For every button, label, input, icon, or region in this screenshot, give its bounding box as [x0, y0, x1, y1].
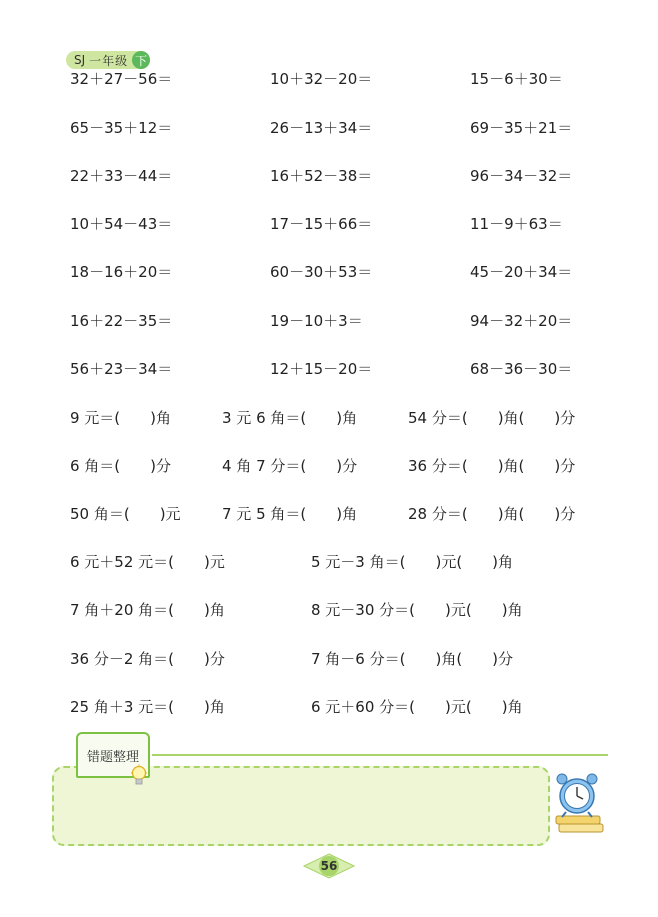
money-equation: 36 分＝( )角( )分 [408, 457, 576, 475]
equation: 16＋52－38＝ [270, 167, 373, 185]
page-number-badge [303, 853, 355, 879]
equation: 96－34－32＝ [470, 167, 573, 185]
equation: 10＋54－43＝ [70, 215, 173, 233]
money-equation: 4 角 7 分＝( )分 [222, 457, 358, 475]
lightbulb-icon [130, 764, 148, 790]
equation: 65－35＋12＝ [70, 119, 173, 137]
money-equation: 6 角＝( )分 [70, 457, 172, 475]
money-equation: 6 元＋52 元＝( )元 [70, 553, 225, 571]
money-equation: 9 元＝( )角 [70, 409, 172, 427]
money-equation: 5 元－3 角＝( )元( )角 [311, 553, 514, 571]
money-equation: 50 角＝( )元 [70, 505, 181, 523]
badge-term: 下 [132, 51, 150, 69]
grade-badge [66, 51, 150, 69]
money-equation: 7 角＋20 角＝( )角 [70, 601, 225, 619]
equation: 19－10＋3＝ [270, 312, 363, 330]
money-equation: 25 角＋3 元＝( )角 [70, 698, 225, 716]
section-divider [152, 754, 608, 756]
money-equation: 7 角－6 分＝( )角( )分 [311, 650, 514, 668]
alarm-clock-books-icon [552, 772, 606, 838]
equation: 45－20＋34＝ [470, 263, 573, 281]
money-equation: 8 元－30 分＝( )元( )角 [311, 601, 523, 619]
equation: 10＋32－20＝ [270, 70, 373, 88]
equation: 12＋15－20＝ [270, 360, 373, 378]
section-title: 错题整理 [76, 732, 150, 778]
equation: 32＋27－56＝ [70, 70, 173, 88]
mistake-notes-box [52, 766, 550, 846]
money-equation: 6 元＋60 分＝( )元( )角 [311, 698, 523, 716]
money-equation: 7 元 5 角＝( )角 [222, 505, 358, 523]
money-equation: 36 分－2 角＝( )分 [70, 650, 225, 668]
equation: 16＋22－35＝ [70, 312, 173, 330]
badge-grade: 一年级 [89, 53, 129, 68]
equation: 69－35＋21＝ [470, 119, 573, 137]
badge-code: SJ [74, 53, 86, 67]
equation: 17－15＋66＝ [270, 215, 373, 233]
money-equation: 54 分＝( )角( )分 [408, 409, 576, 427]
equation: 26－13＋34＝ [270, 119, 373, 137]
equation: 18－16＋20＝ [70, 263, 173, 281]
equation: 15－6＋30＝ [470, 70, 563, 88]
equation: 56＋23－34＝ [70, 360, 173, 378]
money-equation: 28 分＝( )角( )分 [408, 505, 576, 523]
equation: 11－9＋63＝ [470, 215, 563, 233]
equation: 68－36－30＝ [470, 360, 573, 378]
money-equation: 3 元 6 角＝( )角 [222, 409, 358, 427]
page-number: 56 [320, 859, 338, 873]
equation: 94－32＋20＝ [470, 312, 573, 330]
equation: 22＋33－44＝ [70, 167, 173, 185]
equation: 60－30＋53＝ [270, 263, 373, 281]
